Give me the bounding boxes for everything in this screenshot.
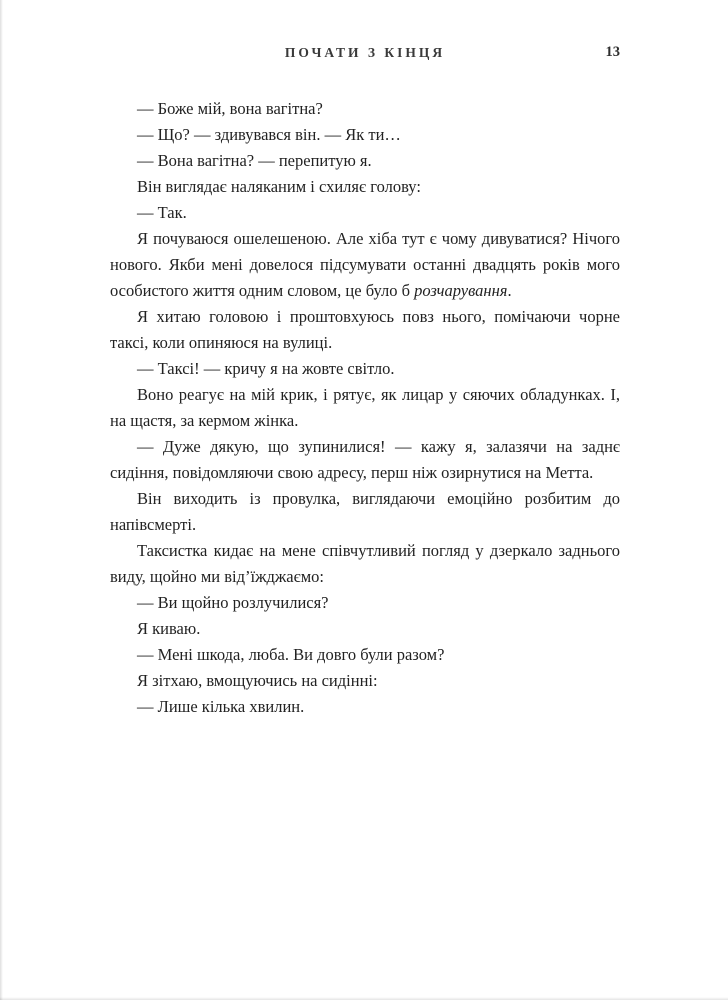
paragraph: — Вона вагітна? — перепитую я. xyxy=(137,151,372,170)
text-column xyxy=(110,0,620,720)
paragraph: Воно реагує на мій крик, і рятує, як лицар у сяючих обладунках. І, на щастя, за кермом жінка. xyxy=(110,385,620,430)
paragraph: Він виходить із провулка, виглядаючи емоційно розбитим до напівсмерті. xyxy=(110,489,620,534)
paragraph xyxy=(110,226,620,304)
body-text xyxy=(110,96,620,720)
paragraph: — Мені шкода, люба. Ви довго були разом? xyxy=(137,645,445,664)
paragraph: — Що? — здивувався він. — Як ти… xyxy=(137,125,401,144)
paragraph: Він виглядає наляканим і схиляє голову: xyxy=(137,177,421,196)
paragraph: Я хитаю головою і проштовхуюсь повз нього, помічаючи чорне таксі, коли опиняюся на вулиці. xyxy=(110,307,620,352)
paragraph: Таксистка кидає на мене співчутливий погляд у дзеркало заднього виду, щойно ми від’їжджаємо: xyxy=(110,541,620,586)
paragraph: — Дуже дякую, що зупинилися! — кажу я, залазячи на заднє сидіння, повідомляючи свою адресу, перш ніж озирнутися на Метта. xyxy=(110,437,620,482)
paragraph: Я зітхаю, вмощуючись на сидінні: xyxy=(137,671,378,690)
paragraph: Я киваю. xyxy=(137,619,201,638)
paragraph: — Лише кілька хвилин. xyxy=(137,697,305,716)
paragraph: — Боже мій, вона вагітна? xyxy=(137,99,323,118)
paragraph: — Таксі! — кричу я на жовте світло. xyxy=(137,359,395,378)
paragraph-text: . xyxy=(507,281,512,300)
running-title: ПОЧАТИ З КІНЦЯ xyxy=(284,45,446,60)
page-header xyxy=(110,0,620,62)
paragraph: — Ви щойно розлучилися? xyxy=(137,593,329,612)
page-number: 13 xyxy=(605,44,620,60)
paragraph: — Так. xyxy=(137,203,187,222)
italic-word: розчарування xyxy=(414,281,508,300)
paragraph-text: Я почуваюся ошелешеною. Але хіба тут є чому дивуватися? Нічого нового. Якби мені довелося підсумувати останні двадцять років мого особистого життя одним словом, це було б xyxy=(110,229,620,300)
